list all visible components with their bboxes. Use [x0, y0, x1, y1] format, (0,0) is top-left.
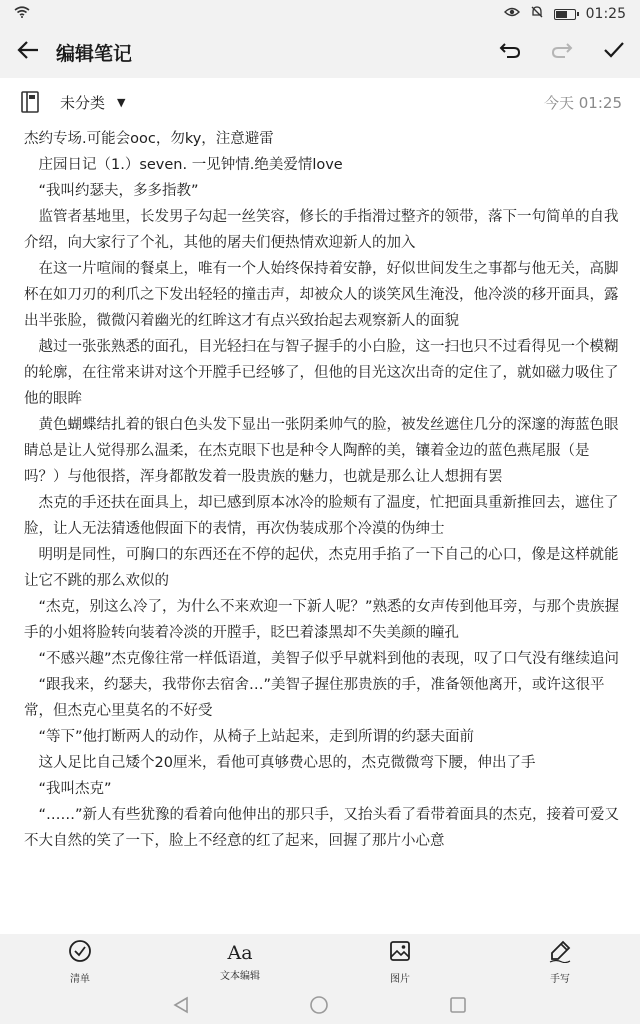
- note-header: [0, 78, 640, 126]
- nav-back-icon[interactable]: [173, 996, 189, 1018]
- note-paragraph: 在这一片喧闹的餐桌上，唯有一个人始终保持着安静，好似世间发生之事都与他无关，高脚杯在如刀刃的利爪之下发出轻轻的撞击声，却被众人的谈笑风生淹没，他冷淡的移开面具，露出半张脸，微微闪着幽光的红眸这才有点兴致抬起去观察新人的面貌: [24, 261, 619, 329]
- nav-recents-icon[interactable]: [449, 996, 467, 1018]
- note-paragraph: 庄园日记（1.）seven. 一见钟情.绝美爱情love: [24, 157, 343, 173]
- back-arrow-icon: [17, 40, 39, 64]
- bottom-tool-bar: [0, 934, 640, 990]
- nav-home-icon[interactable]: [309, 995, 329, 1019]
- note-paragraph: 明明是同性，可胸口的东西还在不停的起伏，杰克用手掐了一下自己的心口，像是这样就能让它不跳的那么欢似的: [24, 547, 619, 589]
- note-paragraph: 黄色蝴蝶结扎着的银白色头发下显出一张阴柔帅气的脸，被发丝遮住几分的深邃的海蓝色眼睛总是让人觉得那么温柔，在杰克眼下也是种令人陶醉的美，镶着金边的蓝色燕尾服（是吗？）与他很搭，浑身都散发着一股贵族的魅力，也就是那么让人想拥有罢: [24, 417, 619, 485]
- text-format-icon: Aa: [227, 942, 253, 964]
- note-paragraph: “我叫杰克”: [24, 781, 112, 797]
- save-button[interactable]: [588, 28, 640, 76]
- handwriting-button[interactable]: [480, 934, 640, 990]
- note-paragraph: “等下”他打断两人的动作，从椅子上站起来，走到所谓的约瑟夫面前: [24, 729, 475, 745]
- undo-button[interactable]: [484, 28, 536, 76]
- notebook-icon[interactable]: [20, 90, 42, 114]
- image-label: 图片: [390, 974, 410, 985]
- mute-icon: [530, 5, 544, 23]
- status-bar: [0, 0, 640, 28]
- note-editor: [0, 78, 640, 934]
- wifi-icon: [14, 6, 30, 22]
- page-title: 编辑笔记: [56, 42, 133, 65]
- image-button[interactable]: [320, 934, 480, 990]
- app-toolbar: [0, 28, 640, 76]
- status-time: 01:25: [585, 6, 626, 22]
- image-icon: [388, 939, 412, 967]
- note-paragraph: 这人足比自己矮个20厘米，看他可真够费心思的，杰克微微弯下腰，伸出了手: [24, 755, 536, 771]
- note-paragraph: 杰克的手还扶在面具上，却已感到原本冰冷的脸颊有了温度，忙把面具重新推回去，遮住了脸，让人无法猜透他假面下的表情，再次伪装成那个冷漠的伪绅士: [24, 495, 619, 537]
- redo-button[interactable]: [536, 28, 588, 76]
- handwriting-label: 手写: [550, 974, 570, 985]
- undo-icon: [499, 41, 521, 63]
- battery-icon: [554, 9, 576, 20]
- checklist-icon: [68, 939, 92, 967]
- note-paragraph: 监管者基地里，长发男子勾起一丝笑容，修长的手指滑过整齐的领带，落下一句简单的自我介绍，向大家行了个礼，其他的屠夫们便热情欢迎新人的加入: [24, 209, 619, 251]
- redo-icon: [551, 41, 573, 63]
- note-paragraph: “……”新人有些犹豫的看着向他伸出的那只手，又抬头看了看带着面具的杰克，接着可爱又不大自然的笑了一下，脸上不经意的红了起来，回握了那片小心意: [24, 807, 620, 849]
- text-format-label: 文本编辑: [220, 971, 260, 982]
- note-paragraph: “我叫约瑟夫，多多指教”: [24, 183, 199, 199]
- category-selector[interactable]: 未分类: [60, 93, 106, 112]
- note-paragraph: “杰克，别这么冷了，为什么不来欢迎一下新人呢？”熟悉的女声传到他耳旁，与那个贵族握手的小姐将脸转向装着冷淡的开膛手，眨巴着漆黑却不失美颜的瞳孔: [24, 599, 620, 641]
- system-navigation-bar: [0, 990, 640, 1024]
- note-timestamp: 今天 01:25: [544, 93, 622, 112]
- note-paragraph: 杰约专场.可能会ooc，勿ky，注意避雷: [24, 131, 274, 147]
- eye-icon: [504, 6, 520, 22]
- chevron-down-icon[interactable]: ▼: [117, 95, 126, 109]
- back-button[interactable]: [0, 28, 56, 76]
- checklist-label: 清单: [70, 974, 90, 985]
- handwriting-icon: [548, 939, 572, 967]
- checklist-button[interactable]: [0, 934, 160, 990]
- note-paragraph: 越过一张张熟悉的面孔，目光轻扫在与智子握手的小白脸，这一扫也只不过看得见一个模糊的轮廓，在往常来讲对这个开膛手已经够了，但他的目光这次出奇的定住了，就如磁力吸住了他的眼眸: [24, 339, 619, 407]
- check-icon: [603, 41, 625, 63]
- note-paragraph: “不感兴趣”杰克像往常一样低语道，美智子似乎早就料到他的表现，叹了口气没有继续追问: [24, 651, 620, 667]
- note-content-textarea[interactable]: [0, 126, 640, 854]
- text-format-button[interactable]: [160, 934, 320, 990]
- note-paragraph: “跟我来，约瑟夫，我带你去宿舍…”美智子握住那贵族的手，准备领他离开，或许这很平常，但杰克心里莫名的不好受: [24, 677, 605, 719]
